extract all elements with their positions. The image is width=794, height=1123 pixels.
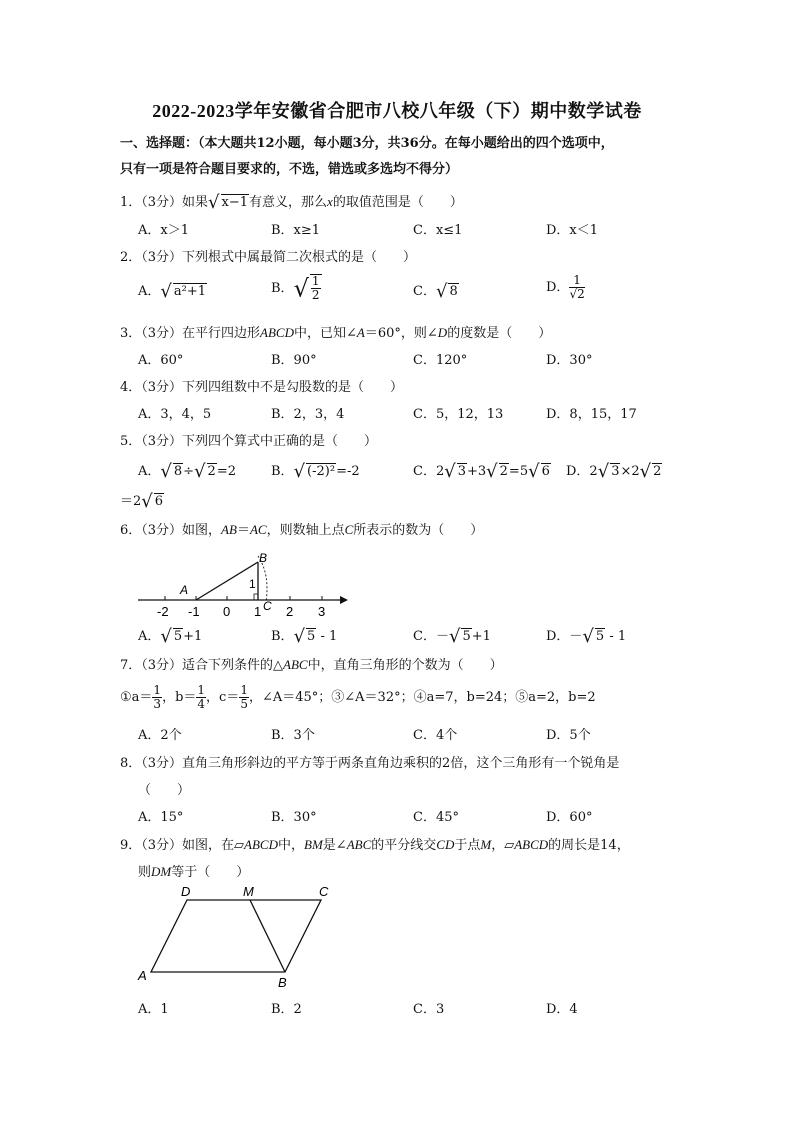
question-7-stem: 7．（3分）适合下列条件的△ABC中，直角三角形的个数为（ ）	[120, 657, 503, 673]
vertex-a-label: A	[138, 968, 147, 983]
q2-option-c[interactable]: C．√ 8	[413, 281, 458, 302]
question-5-stem: 5．（3分）下列四个算式中正确的是（ ）	[120, 434, 378, 449]
vertex-m-label: M	[243, 884, 254, 899]
q6-option-d[interactable]: D．－√ 5 - 1	[546, 626, 627, 647]
q9-option-c[interactable]: C．3	[413, 1002, 445, 1017]
q4-option-a[interactable]: A．3，4，5	[138, 407, 212, 422]
q7-option-a[interactable]: A．2个	[138, 728, 182, 743]
q5-option-b[interactable]: B．√ (-2)²=-2	[271, 461, 360, 482]
point-a-label: A	[180, 583, 189, 597]
question-9-stem: 9．（3分）如图，在▱ABCD中，BM是∠ABC的平分线交CD于点M，▱ABCD的周长是14，	[120, 837, 630, 853]
q4-option-d[interactable]: D．8，15，17	[546, 407, 637, 422]
vertex-c-label: C	[319, 884, 329, 899]
q3-option-b[interactable]: B．90°	[271, 353, 317, 368]
q7-option-d[interactable]: D．5个	[546, 728, 591, 743]
q5-option-d-continued: ＝2√ 6	[120, 491, 164, 512]
q8-option-d[interactable]: D．60°	[546, 810, 593, 825]
q2-option-d[interactable]: D． $\frac{1}{√2}$	[546, 273, 585, 301]
parallelogram-figure	[135, 880, 345, 992]
parallelogram-abcd	[151, 900, 321, 972]
question-7-conditions: ①a＝ $\frac{1}{3}$ ，b＝ $\frac{1}{4}$ ，c＝ $\frac{1}{5}$ ，∠A＝45°；③∠A＝32°；④a=7，b=24；⑤a=2，b=2	[120, 683, 596, 711]
q7-option-b[interactable]: B．3个	[271, 728, 315, 743]
number-line-figure	[130, 546, 350, 624]
q2-option-a[interactable]: A．√ a²+1	[138, 281, 207, 302]
section-line-1: 一、选择题：（本大题共12小题，每小题3分，共36分。在每小题给出的四个选项中，	[120, 136, 614, 151]
q4-option-b[interactable]: B．2，3，4	[271, 407, 345, 422]
point-c-label: C	[263, 599, 272, 613]
q6-option-b[interactable]: B．√ 5 - 1	[271, 626, 338, 647]
question-6-stem: 6．（3分）如图，AB＝AC，则数轴上点C所表示的数为（ ）	[120, 522, 484, 538]
q1-option-a[interactable]: A．x＞1	[138, 223, 189, 238]
q1-option-c[interactable]: C．x≤1	[413, 223, 463, 238]
q9-option-b[interactable]: B．2	[271, 1002, 302, 1017]
tick-label: -2	[157, 604, 169, 619]
q4-option-c[interactable]: C．5，12，13	[413, 407, 504, 422]
question-1-stem: 1．（3分）如果√ x−1有意义，那么x的取值范围是（ ）	[120, 192, 463, 213]
question-4-stem: 4．（3分）下列四组数中不是勾股数的是（ ）	[120, 380, 404, 395]
question-8-stem: 8．（3分）直角三角形斜边的平方等于两条直角边乘积的2倍，这个三角形有一个锐角是	[120, 756, 620, 771]
q6-option-a[interactable]: A．√ 5+1	[138, 626, 203, 647]
tick-label: 0	[223, 604, 231, 619]
q5-option-c[interactable]: C．2√ 3+3√ 2=5√ 6	[413, 461, 550, 482]
axis-arrow	[340, 596, 348, 604]
section-line-2: 只有一项是符合题目要求的，不选，错选或多选均不得分）	[120, 162, 459, 177]
q1-option-d[interactable]: D．x＜1	[546, 223, 599, 238]
q8-option-a[interactable]: A．15°	[138, 810, 184, 825]
q1-option-b[interactable]: B．x≥1	[271, 223, 321, 238]
question-2-stem: 2．（3分）下列根式中属最简二次根式的是（ ）	[120, 250, 417, 265]
height-label: 1	[249, 577, 256, 591]
q7-option-c[interactable]: C．4个	[413, 728, 458, 743]
q3-option-d[interactable]: D．30°	[546, 353, 593, 368]
tick-label: 2	[286, 604, 294, 619]
q8-option-b[interactable]: B．30°	[271, 810, 317, 825]
section-heading	[120, 131, 680, 183]
q5-option-d[interactable]: D．2√ 3×2√ 2	[566, 461, 662, 482]
q5-option-a[interactable]: A．√ 8÷√ 2=2	[138, 461, 236, 482]
point-b-label: B	[259, 551, 268, 565]
question-8-paren: （ ）	[138, 783, 191, 798]
q6-option-c[interactable]: C．－√ 5+1	[413, 626, 491, 647]
q8-option-c[interactable]: C．45°	[413, 810, 459, 825]
vertex-b-label: B	[278, 975, 287, 990]
tick-label: 1	[254, 604, 262, 619]
question-3-stem: 3．（3分）在平行四边形ABCD中，已知∠A＝60°，则∠D的度数是（ ）	[120, 325, 552, 341]
page-title: 2022-2023学年安徽省合肥市八校八年级（下）期中数学试卷	[152, 101, 642, 121]
tick-label: 3	[318, 604, 326, 619]
vertex-d-label: D	[181, 884, 191, 899]
segment-bm	[250, 900, 285, 972]
tick-label: -1	[188, 604, 200, 619]
q2-option-b[interactable]: B．√ $\frac{1}{2}$	[271, 274, 320, 303]
q9-option-d[interactable]: D．4	[546, 1002, 578, 1017]
q9-option-a[interactable]: A．1	[138, 1002, 169, 1017]
q3-option-c[interactable]: C．120°	[413, 353, 468, 368]
question-9-stem-line2: 则DM等于（ ）	[138, 864, 250, 880]
q3-option-a[interactable]: A．60°	[138, 353, 184, 368]
